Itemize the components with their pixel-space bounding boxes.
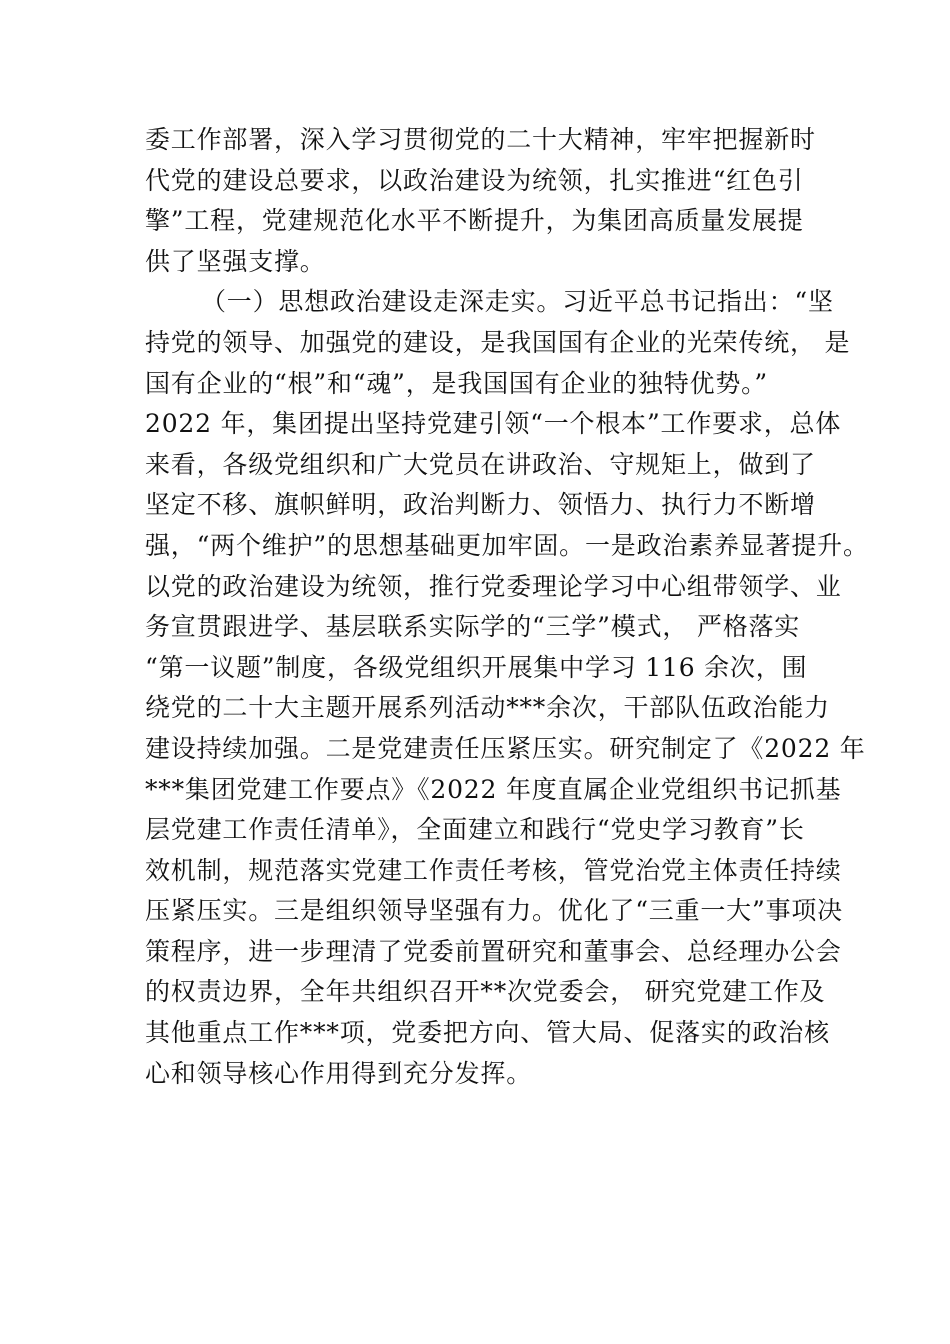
text-line: 2022 年，集团提出坚持党建引领“一个根本”工作要求，总体 bbox=[145, 409, 842, 439]
text-line: 擎”工程，党建规范化水平不断提升，为集团高质量发展提 bbox=[145, 206, 804, 236]
text-line: 来看，各级党组织和广大党员在讲政治、守规矩上，做到了 bbox=[145, 449, 816, 479]
text-line: 压紧压实。三是组织领导坚强有力。优化了“三重一大”事项决 bbox=[145, 896, 843, 926]
text-line: 心和领导核心作用得到充分发挥。 bbox=[145, 1058, 533, 1088]
text-line: 持党的领导、加强党的建设，是我国国有企业的光荣传统， 是 bbox=[145, 327, 851, 357]
body-text bbox=[145, 120, 869, 1094]
text-line: 代党的建设总要求，以政治建设为统领，扎实推进“红色引 bbox=[145, 165, 804, 195]
text-line: 坚定不移、旗帜鲜明，政治判断力、领悟力、执行力不断增 bbox=[145, 490, 816, 520]
text-line: 建设持续加强。二是党建责任压紧压实。研究制定了《2022 年 bbox=[145, 733, 866, 763]
text-line: 的权责边界，全年共组织召开**次党委会， 研究党建工作及 bbox=[145, 977, 826, 1007]
text-line: 供了坚强支撑。 bbox=[145, 246, 326, 276]
text-line: 层党建工作责任清单》，全面建立和践行“党史学习教育”长 bbox=[145, 815, 805, 845]
text-line: 委工作部署，深入学习贯彻党的二十大精神，牢牢把握新时 bbox=[145, 125, 816, 154]
text-line: 强，“两个维护”的思想基础更加牢固。一是政治素养显著提升。 bbox=[145, 530, 869, 560]
text-line: 务宣贯跟进学、基层联系实际学的“三学”模式， 严格落实 bbox=[145, 612, 801, 642]
text-line: “第一议题”制度，各级党组织开展集中学习 116 余次，围 bbox=[145, 652, 808, 682]
text-line: 国有企业的“根”和“魂”，是我国国有企业的独特优势。” bbox=[145, 368, 769, 398]
section-heading-line: （一）思想政治建设走深走实。习近平总书记指出：“坚 bbox=[201, 287, 834, 317]
text-line: ***集团党建工作要点》《2022 年度直属企业党组织书记抓基 bbox=[145, 774, 842, 804]
text-line: 绕党的二十大主题开展系列活动***余次，干部队伍政治能力 bbox=[145, 693, 830, 723]
text-line: 效机制，规范落实党建工作责任考核，管党治党主体责任持续 bbox=[145, 855, 842, 885]
text-line: 策程序，进一步理清了党委前置研究和董事会、总经理办公会 bbox=[145, 936, 842, 966]
text-line: 其他重点工作***项，党委把方向、管大局、促落实的政治核 bbox=[145, 1018, 830, 1048]
text-line: 以党的政治建设为统领，推行党委理论学习中心组带领学、业 bbox=[145, 571, 842, 601]
